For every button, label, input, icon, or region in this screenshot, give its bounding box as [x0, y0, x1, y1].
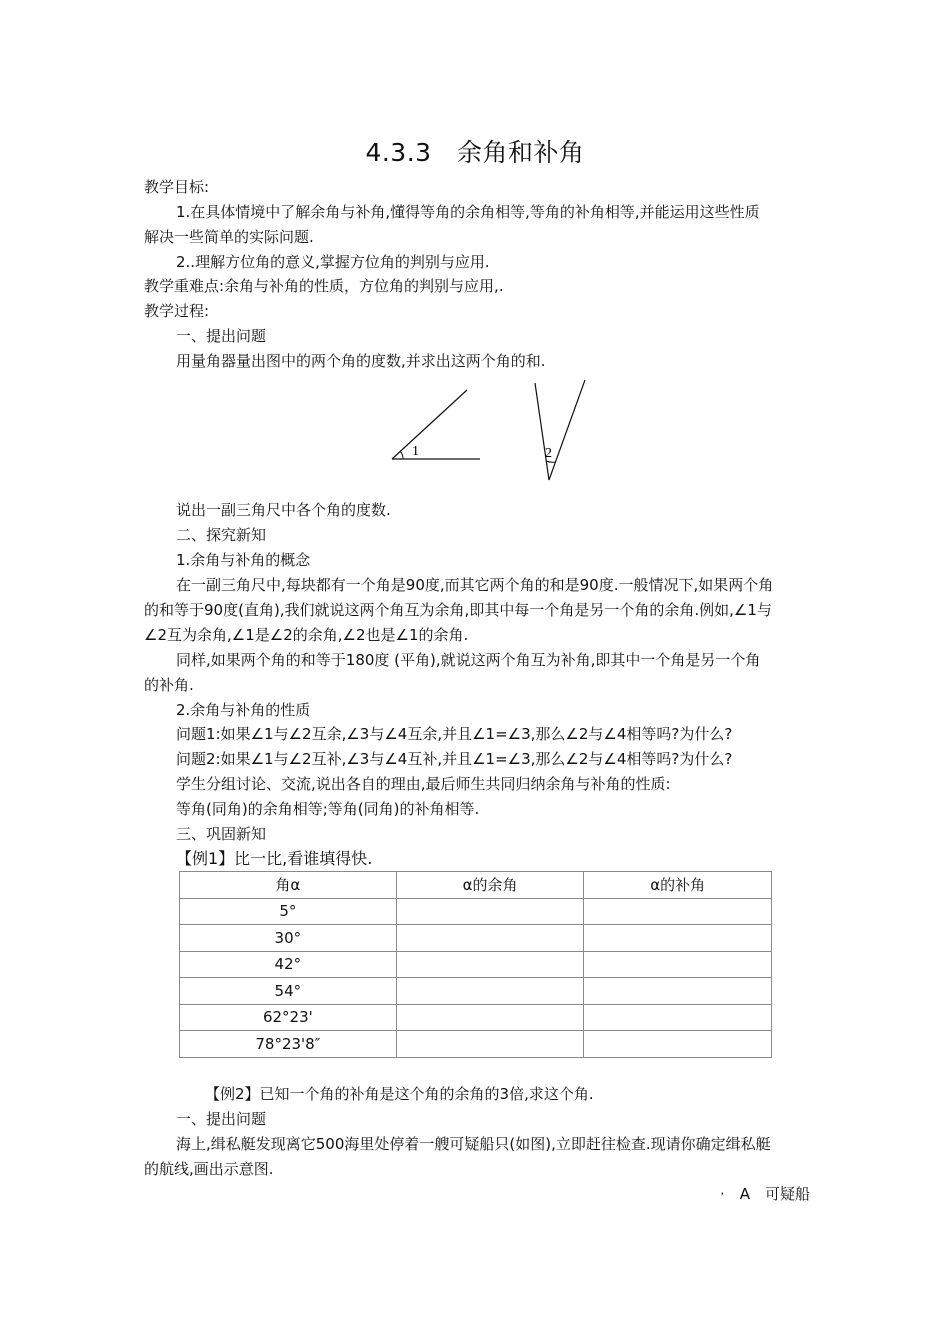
subsection-concepts: 1.余角与补角的概念 — [176, 551, 311, 569]
objective-2: 2..理解方位角的意义,掌握方位角的判别与应用. — [176, 253, 490, 271]
objective-1-line-1: 1.在具体情境中了解余角与补角,懂得等角的余角相等,等角的补角相等,并能运用这些性质 — [176, 203, 760, 221]
table-cell — [396, 1004, 584, 1031]
section-3-heading: 三、巩固新知 — [176, 825, 267, 843]
objective-1-line-2: 解决一些简单的实际问题. — [144, 228, 314, 246]
triangle-ruler-question: 说出一副三角尺中各个角的度数. — [176, 501, 391, 519]
section-1-text: 用量角器量出图中的两个角的度数,并求出这两个角的和. — [176, 352, 546, 370]
angle-table — [179, 871, 772, 1058]
key-points: 教学重难点:余角与补角的性质，方位角的判别与应用,. — [144, 277, 504, 295]
table-cell — [584, 898, 772, 925]
question-2: 问题2:如果∠1与∠2互补,∠3与∠4互补,并且∠1=∠3,那么∠2与∠4相等吗?为什么? — [176, 750, 733, 768]
question-1: 问题1:如果∠1与∠2互余,∠3与∠4互余,并且∠1=∠3,那么∠2与∠4相等吗?为什么? — [176, 725, 733, 743]
section-1-heading: 一、提出问题 — [176, 327, 267, 345]
suspicious-ship-marker: · A 可疑船 — [719, 1185, 810, 1203]
objectives-heading: 教学目标: — [144, 178, 210, 196]
example-1: 【例1】比一比,看谁填得快. — [176, 849, 373, 868]
concept-p2-line-2: 的补角. — [144, 676, 194, 694]
angle-1-label: 1 — [412, 444, 419, 459]
property-statement: 等角(同角)的余角相等;等角(同角)的补角相等. — [176, 800, 480, 818]
table-cell: 54° — [180, 978, 397, 1005]
angle-2-figure — [535, 380, 585, 480]
table-header: 角α — [180, 872, 397, 899]
table-cell — [584, 1031, 772, 1058]
table-header: α的补角 — [584, 872, 772, 899]
table-cell — [584, 978, 772, 1005]
table-cell — [396, 925, 584, 952]
section-4-heading: 一、提出问题 — [176, 1110, 267, 1128]
table-row — [180, 1031, 772, 1058]
table-row — [180, 978, 772, 1005]
table-row — [180, 951, 772, 978]
table-cell: 78°23'8″ — [180, 1031, 397, 1058]
concept-p2-line-1: 同样,如果两个角的和等于180度 (平角),就说这两个角互为补角,即其中一个角是另一个角 — [176, 651, 761, 669]
ship-problem-line-1: 海上,缉私艇发现离它500海里处停着一艘可疑船只(如图),立即赶往检查.现请你确定缉私艇 — [176, 1135, 771, 1153]
table-row — [180, 898, 772, 925]
table-cell: 62°23' — [180, 1004, 397, 1031]
table-cell — [396, 898, 584, 925]
discussion-text: 学生分组讨论、交流,说出各自的理由,最后师生共同归纳余角与补角的性质: — [176, 775, 671, 793]
table-cell — [584, 925, 772, 952]
example-2: 【例2】已知一个角的补角是这个角的余角的3倍,求这个角. — [205, 1085, 594, 1103]
angle-figure — [385, 375, 595, 485]
section-2-heading: 二、探究新知 — [176, 526, 267, 544]
table-header-row — [180, 872, 772, 899]
table-cell — [396, 978, 584, 1005]
table-cell — [584, 1004, 772, 1031]
process-heading: 教学过程: — [144, 302, 210, 320]
table-cell — [396, 1031, 584, 1058]
table-cell — [396, 951, 584, 978]
angle-1-figure — [392, 390, 480, 459]
table-cell: 42° — [180, 951, 397, 978]
table-cell: 5° — [180, 898, 397, 925]
table-header: α的余角 — [396, 872, 584, 899]
concept-p1-line-2: 的和等于90度(直角),我们就说这两个角互为余角,即其中每一个角是另一个角的余角.例如,∠1与 — [144, 601, 772, 619]
page-title: 4.3.3 余角和补角 — [365, 138, 585, 167]
angle-2-label: 2 — [545, 446, 552, 461]
concept-p1-line-3: ∠2互为余角,∠1是∠2的余角,∠2也是∠1的余角. — [144, 626, 469, 644]
ship-problem-line-2: 的航线,画出示意图. — [144, 1160, 274, 1178]
subsection-properties: 2.余角与补角的性质 — [176, 701, 311, 719]
table-cell: 30° — [180, 925, 397, 952]
table-row — [180, 1004, 772, 1031]
concept-p1-line-1: 在一副三角尺中,每块都有一个角是90度,而其它两个角的和是90度.一般情况下,如果两个角 — [176, 576, 774, 594]
table-cell — [584, 951, 772, 978]
table-row — [180, 925, 772, 952]
